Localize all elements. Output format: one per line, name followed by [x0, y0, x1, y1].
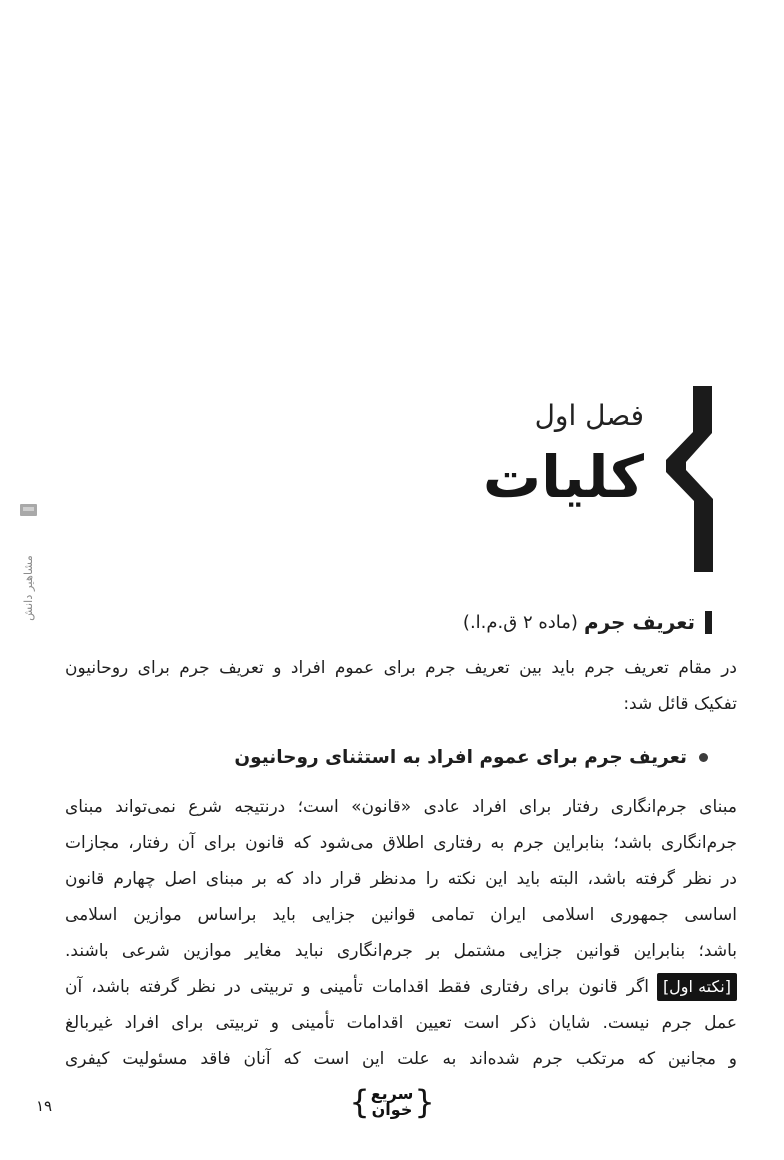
book-icon-page	[23, 507, 34, 511]
publisher-logo	[348, 1083, 435, 1121]
note-badge: [نکته اول]	[657, 973, 737, 1001]
logo-brace-right: }	[414, 1083, 435, 1121]
paragraph-line: در نظر گرفته باشد، البته باید این نکته را مدنظر قرار داد که بر مبنای اصل چهارم قانون	[65, 869, 737, 889]
paragraph-line: جرم‌انگاری باشد؛ بنابراین جرم به رفتاری اطلاق می‌شود که قانون برای آن رفتار، مجازات	[65, 833, 737, 853]
note-line	[65, 969, 737, 1005]
logo-word-top: سریع	[370, 1084, 414, 1103]
logo-brace-left: {	[349, 1083, 370, 1121]
intro-paragraph	[65, 650, 737, 722]
paragraph-line: مبنای جرم‌انگاری رفتار برای افراد عادی «قانون» است؛ درنتیجه شرع نمی‌تواند مبنای	[65, 797, 737, 817]
book-icon	[20, 504, 37, 516]
paragraph-line: در مقام تعریف جرم باید بین تعریف جرم برای عموم افراد و تعریف جرم برای روحانیون	[65, 658, 737, 678]
logo-word-bottom: خوان	[371, 1100, 413, 1119]
paragraph-line: تفکیک قائل شد:	[623, 694, 737, 714]
section-title-suffix: (ماده ۲ ق.م.ا.)	[462, 611, 578, 633]
section-marker-icon	[705, 611, 712, 634]
chapter-titles	[483, 386, 644, 511]
section-title: تعریف جرم	[583, 610, 695, 634]
note-line-text: اگر قانون برای رفتاری فقط اقدامات تأمینی و تربیتی در نظر گرفته باشد، آن	[65, 977, 649, 997]
page-number: ۱۹	[36, 1097, 53, 1115]
logo-wordmark	[371, 1086, 414, 1118]
section-heading	[463, 610, 712, 634]
chapter-title: کلیات	[482, 443, 644, 512]
paragraph-line: باشد؛ بنابراین قوانین جزایی مشتمل بر جرم‌انگاری نباید مغایر موازین شرعی باشند.	[65, 941, 737, 961]
bullet-heading-label: تعریف جرم برای عموم افراد به استثنای روحانیون	[234, 747, 687, 768]
paragraph-line: عمل جرم نیست. شایان ذکر است تعیین اقدامات تأمینی و تربیتی برای افراد غیربالغ	[65, 1013, 737, 1033]
paragraph-line: و مجانین که مرتکب جرم شده‌اند به علت این است که آنان فاقد مسئولیت کیفری	[65, 1049, 737, 1069]
chapter-opener	[483, 386, 716, 572]
paragraph-line: اساسی جمهوری اسلامی ایران تمامی قوانین جزایی باید براساس موازین اسلامی	[65, 905, 737, 925]
spine-publisher-label: مشاهیر دانش	[21, 555, 35, 621]
chapter-label: فصل اول	[534, 399, 644, 432]
chapter-brace-graphic	[666, 386, 716, 572]
bullet-heading	[65, 747, 708, 768]
bullet-dot-icon	[699, 753, 708, 762]
body-paragraph	[65, 789, 737, 1077]
